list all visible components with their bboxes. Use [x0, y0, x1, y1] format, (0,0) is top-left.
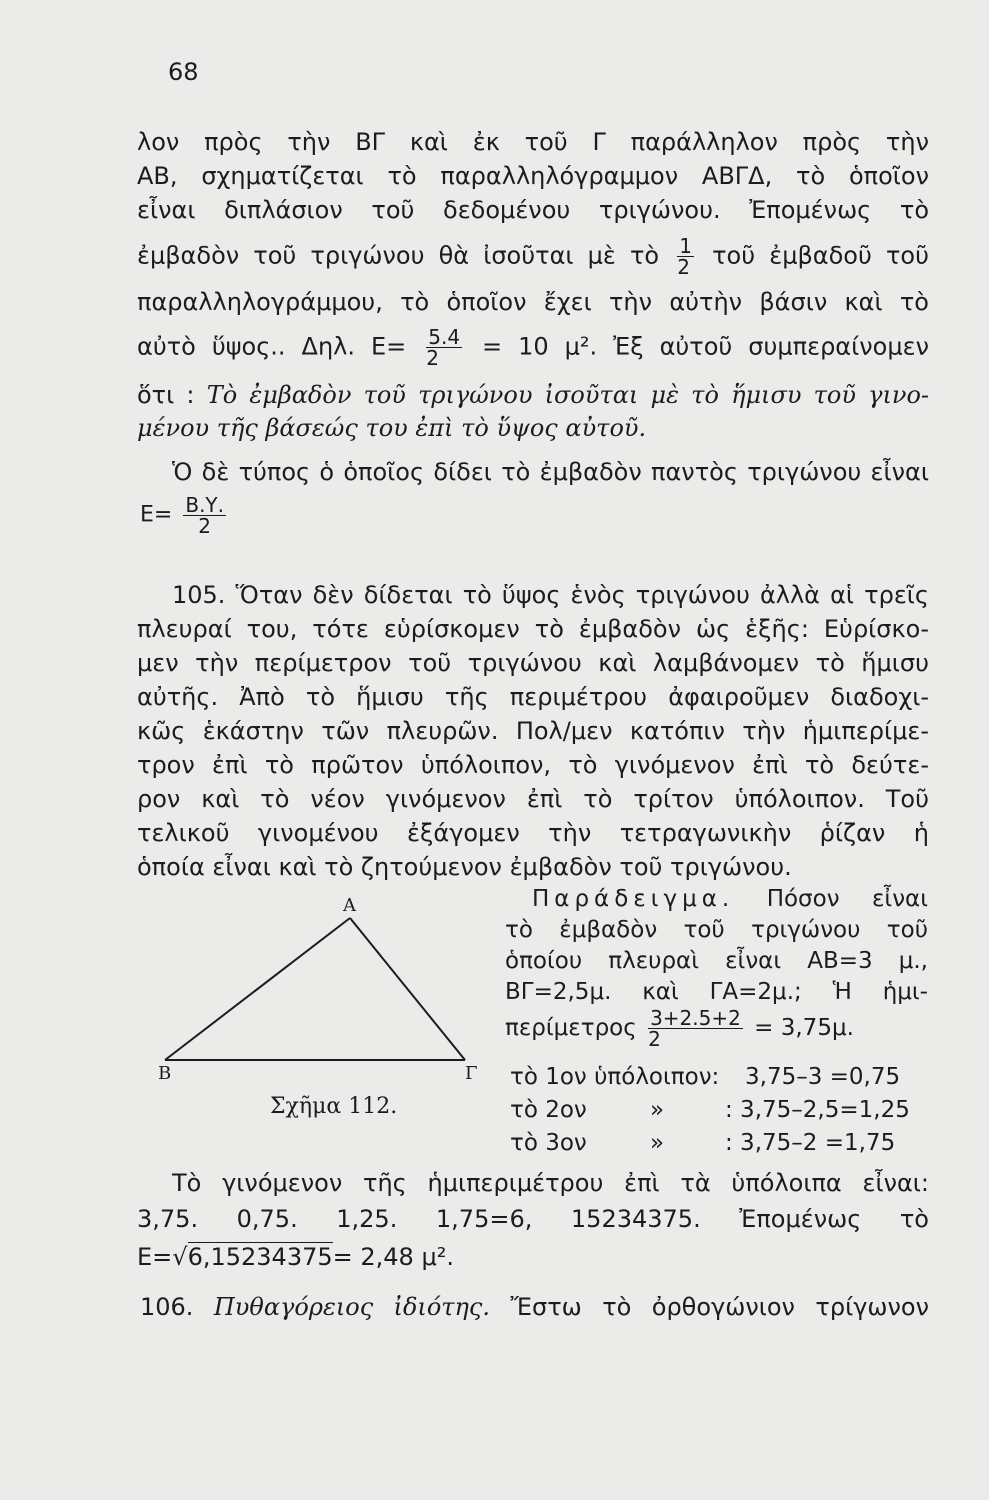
text-line: κῶς ἑκάστην τῶν πλευρῶν. Πολ/μεν κατόπιν τὴν ἡμιπερίμε-	[137, 717, 929, 745]
remainder-label: τὸ 1ον ὑπόλοιπον:	[510, 1064, 720, 1090]
vertex-label-c: Γ	[465, 1063, 478, 1084]
fraction-numerator: Β.Υ.	[185, 493, 224, 517]
fraction-denominator: 2	[198, 514, 212, 538]
text-line: ρον καὶ τὸ νέον γινόμενον ἐπὶ τὸ τρίτον ὑπόλοιπον. Τοῦ	[137, 785, 929, 813]
radicand: 6,15234375	[187, 1243, 333, 1271]
example-heading-rest: Πόσον εἶναι	[766, 886, 929, 912]
text-segment: = 10 μ². Ἐξ αὐτοῦ συμπεραίνομεν	[482, 332, 929, 361]
remainder-label: τὸ 3ον	[510, 1130, 587, 1156]
text-line: εἶναι διπλάσιον τοῦ δεδομένου τριγώνου. Ἐπομένως τὸ	[137, 196, 929, 224]
result-lhs: Ε=	[137, 1243, 173, 1271]
side-ab	[165, 918, 350, 1060]
example-line: ΒΓ=2,5μ. καὶ ΓΑ=2μ.; Ἡ ἡμι-	[505, 979, 928, 1005]
result-line	[137, 1240, 929, 1274]
fraction-one-half	[677, 236, 694, 277]
text-line: 105. Ὅταν δὲν δίδεται τὸ ὕψος ἑνὸς τριγώνου ἀλλὰ αἱ τρεῖς	[172, 581, 929, 609]
text-line: Τὸ γινόμενον τῆς ἡμιπεριμέτρου ἐπὶ τὰ ὑπόλοιπα εἶναι:	[172, 1169, 929, 1197]
formula-fraction	[183, 495, 226, 536]
figure-caption: Σχῆμα 112.	[270, 1094, 398, 1119]
text-line: μεν τὴν περίμετρον τοῦ τριγώνου καὶ λαμβάνομεν τὸ ἥμισυ	[137, 649, 929, 677]
text-line: Ὁ δὲ τύπος ὁ ὁποῖος δίδει τὸ ἐμβαδὸν παντὸς τριγώνου εἶναι	[172, 458, 929, 486]
rule-italic: Τὸ ἐμβαδὸν τοῦ τριγώνου ἰσοῦται μὲ τὸ ἥμισυ τοῦ γινο-	[206, 381, 930, 409]
example-heading: Παράδειγμα.	[532, 886, 735, 912]
perimeter-result: = 3,75μ.	[754, 1015, 854, 1041]
fraction-denominator: 2	[677, 255, 690, 279]
ditto-mark: »	[650, 1097, 665, 1123]
text-segment: ἐμβαδὸν τοῦ τριγώνου θὰ ἰσοῦται μὲ τὸ	[137, 241, 660, 270]
vertex-label-a: Α	[343, 895, 356, 916]
text-line: παραλληλογράμμου, τὸ ὁποῖον ἔχει τὴν αὐτὴν βάσιν καὶ τὸ	[137, 288, 929, 316]
text-line: τελικοῦ γινομένου ἐξάγομεν τὴν τετραγωνικὴν ῥίζαν ἡ	[137, 819, 929, 847]
fraction-numerator: 3+2.5+2	[650, 1006, 741, 1030]
rule-line	[137, 378, 929, 412]
remainder-calc: : 3,75–2 =1,75	[725, 1130, 896, 1156]
text-line: πλευραί του, τότε εὑρίσκομεν τὸ ἐμβαδὸν ὡς ἑξῆς: Εὑρίσκο-	[137, 615, 929, 643]
result-rhs: = 2,48 μ².	[332, 1243, 454, 1271]
section-number: 106.	[140, 1293, 194, 1321]
text-line-with-fraction	[137, 327, 929, 368]
triangle-figure	[155, 900, 485, 1070]
ditto-mark: »	[650, 1130, 665, 1156]
perimeter-label: περίμετρος	[505, 1015, 637, 1041]
vertex-label-b: Β	[158, 1063, 172, 1084]
fraction-denominator: 2	[648, 1027, 661, 1051]
text-segment: αὐτὸ ὕψος.. Δηλ. Ε=	[137, 332, 407, 361]
fraction-denominator: 2	[426, 346, 439, 370]
text-line: 3,75. 0,75. 1,25. 1,75=6, 15234375. Ἐπομένως τὸ	[137, 1205, 929, 1233]
area-formula	[140, 495, 230, 536]
text-line: αὐτῆς. Ἀπὸ τὸ ἥμισυ τῆς περιμέτρου ἀφαιροῦμεν διαδοχι-	[137, 683, 929, 711]
side-ac	[350, 918, 465, 1060]
sqrt-icon: √	[172, 1243, 188, 1271]
text-line: ΑΒ, σχηματίζεται τὸ παραλληλόγραμμον ΑΒΓΔ, τὸ ὁποῖον	[137, 162, 929, 190]
rule-line: μένου τῆς βάσεώς του ἐπὶ τὸ ὕψος αὐτοῦ.	[137, 414, 647, 442]
text-line: ὁποία εἶναι καὶ τὸ ζητούμενον ἐμβαδὸν τοῦ τριγώνου.	[137, 853, 792, 881]
formula-lhs: Ε=	[140, 502, 173, 528]
text-line: λον πρὸς τὴν ΒΓ καὶ ἐκ τοῦ Γ παράλληλον πρὸς τὴν	[137, 128, 929, 156]
example-line: τὸ ἐμβαδὸν τοῦ τριγώνου τοῦ	[505, 917, 928, 943]
page-number: 68	[168, 58, 199, 86]
text-segment: τοῦ ἐμβαδοῦ τοῦ	[712, 241, 929, 270]
fraction-numerator: 5.4	[428, 325, 461, 349]
section-title: Πυθαγόρειος ἰδιότης.	[213, 1293, 491, 1321]
perimeter-line	[505, 1008, 928, 1049]
fraction-numerator: 1	[679, 234, 692, 258]
section-106-line	[140, 1290, 929, 1324]
rule-lead: ὅτι :	[137, 381, 195, 409]
remainder-calc: : 3,75–2,5=1,25	[725, 1097, 910, 1123]
example-heading-line	[532, 884, 928, 915]
text-line-with-fraction	[137, 236, 929, 277]
remainder-calc: 3,75–3 =0,75	[745, 1064, 901, 1090]
example-line: ὁποίου πλευραὶ εἶναι ΑΒ=3 μ.,	[505, 948, 928, 974]
text-line: τρον ἐπὶ τὸ πρῶτον ὑπόλοιπον, τὸ γινόμενον ἐπὶ τὸ δεύτε-	[137, 751, 929, 779]
perimeter-fraction	[648, 1008, 743, 1049]
area-fraction	[426, 327, 462, 368]
remainder-label: τὸ 2ον	[510, 1097, 587, 1123]
section-text: Ἔστω τὸ ὀρθογώνιον τρίγωνον	[510, 1293, 929, 1321]
